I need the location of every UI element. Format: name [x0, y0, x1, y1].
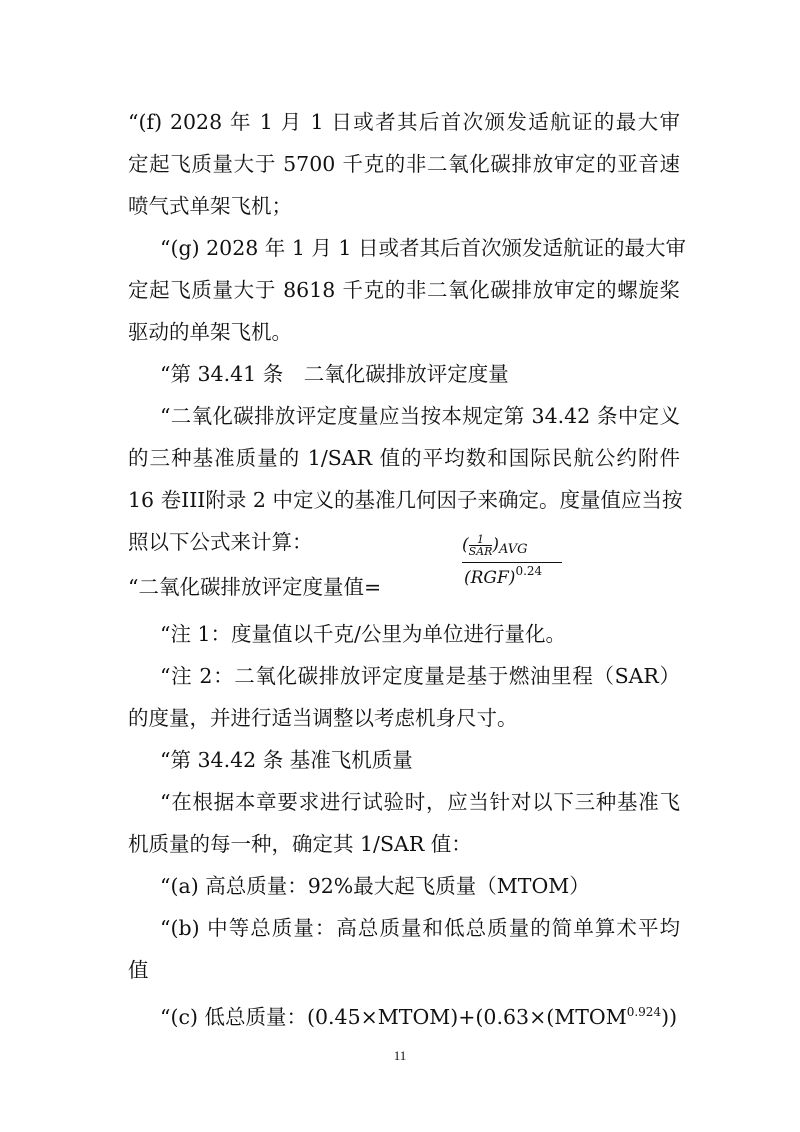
- para-3442-line-2: 机质量的每一种，确定其 1/SAR 值：: [128, 832, 472, 856]
- inner-fraction-top: 1: [469, 534, 493, 546]
- para-g-line-1: “(g) 2028 年 1 月 1 日或者其后首次颁发适航证的最大审: [160, 236, 686, 260]
- note-1: “注 1：度量值以千克/公里为单位进行量化。: [160, 622, 566, 646]
- article-34-41-heading: “第 34.41 条 二氧化碳排放评定度量: [160, 362, 509, 386]
- para-g-line-3: 驱动的单架飞机。: [128, 320, 292, 344]
- para-3442-line-1: “在根据本章要求进行试验时，应当针对以下三种基准飞: [160, 790, 680, 814]
- item-c: [160, 998, 677, 1031]
- para-g-line-2: 定起飞质量大于 8618 千克的非二氧化碳排放审定的螺旋桨: [128, 278, 680, 302]
- item-b-line-2: 值: [128, 958, 149, 982]
- fraction-bar: [462, 562, 562, 563]
- inner-fraction-bottom: SAR: [468, 545, 493, 558]
- formula-denominator: [464, 564, 542, 588]
- note-2-line-2: 的度量，并进行适当调整以考虑机身尺寸。: [128, 706, 518, 730]
- co2-metric-formula: [462, 534, 582, 594]
- formula-label: “二氧化碳排放评定度量值=: [128, 575, 382, 599]
- para-3441-line-2: 的三种基准质量的 1/SAR 值的平均数和国际民航公约附件: [128, 446, 680, 470]
- page-number: 11: [393, 1048, 407, 1063]
- denominator-exponent: 0.24: [515, 564, 543, 578]
- para-f-line-2: 定起飞质量大于 5700 千克的非二氧化碳排放审定的亚音速: [128, 152, 680, 176]
- para-3441-line-4: 照以下公式来计算：: [128, 530, 313, 554]
- item-a: “(a) 高总质量：92%最大起飞质量（MTOM）: [160, 874, 590, 898]
- inner-fraction: [469, 534, 493, 557]
- note-2-line-1: “注 2：二氧化碳排放评定度量是基于燃油里程（SAR）: [160, 664, 680, 688]
- formula-numerator: ( $\frac{1}{\text{SAR}}$ )$_{AVG}$: [462, 533, 528, 558]
- item-b-line-1: “(b) 中等总质量：高总质量和低总质量的简单算术平均: [160, 916, 680, 940]
- item-c-exponent: 0.924: [626, 1005, 662, 1019]
- para-3441-line-1: “二氧化碳排放评定度量应当按本规定第 34.42 条中定义: [160, 404, 680, 428]
- article-34-42-heading: “第 34.42 条 基准飞机质量: [160, 748, 413, 772]
- item-c-tail: )): [661, 1005, 678, 1029]
- denominator-base: (RGF): [464, 568, 516, 588]
- para-f-line-1: “(f) 2028 年 1 月 1 日或者其后首次颁发适航证的最大审: [128, 110, 680, 134]
- item-c-text: “(c) 低总质量：(0.45×MTOM)+(0.63×(MTOM: [160, 1005, 627, 1029]
- numerator-subscript: AVG: [499, 542, 528, 557]
- para-3441-line-3: 16 卷III附录 2 中定义的基准几何因子来确定。度量值应当按: [128, 488, 683, 512]
- para-f-line-3: 喷气式单架飞机；: [128, 194, 292, 218]
